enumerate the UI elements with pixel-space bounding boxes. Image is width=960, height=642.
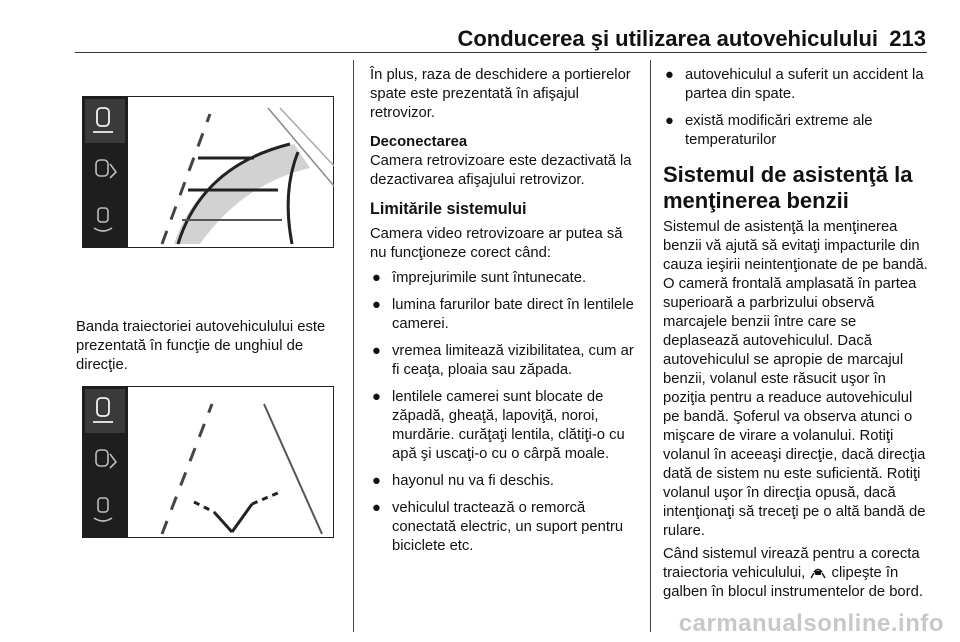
bullet-icon: ● — [372, 500, 381, 516]
section-title: Sistemul de asistenţă la menţinerea benzii — [663, 162, 913, 213]
list-item: ● există modificări extreme ale temperaturilor — [665, 113, 873, 148]
list-item: ● vremea limitează vizibilitatea, cum ar fi ceaţa, ploaia sau zăpada. — [372, 343, 634, 378]
bullet-icon: ● — [372, 343, 381, 359]
watermark: carmanualsonline.info — [678, 610, 944, 637]
lane-assist-warning-paragraph: Când sistemul virează pentru a corecta traiectoria vehiculului, clipeşte în galben în blocul instrumentelor de bord. — [663, 546, 923, 600]
intro-paragraph: În plus, raza de deschidere a portierelor spate este prezentată în afişajul retrovizor. — [370, 67, 631, 121]
bullet-icon: ● — [372, 389, 381, 405]
rear-camera-door-radius-figure — [82, 386, 334, 538]
column-divider-left — [353, 60, 354, 632]
list-item: ● împrejurimile sunt întunecate. — [372, 270, 587, 286]
bullet-icon: ● — [372, 270, 381, 286]
list-item: ● hayonul nu va fi deschis. — [372, 473, 555, 489]
rear-camera-trajectory-figure — [82, 96, 334, 248]
limits-intro: Camera video retrovizoare ar putea să nu funcţioneze corect când: — [370, 226, 623, 261]
limits-list — [370, 269, 636, 556]
list-item: ● lentilele camerei sunt blocate de zăpadă, gheaţă, lapoviţă, noroi, murdărie. curăţaţi lentila, clătiţi-o cu apă şi uscaţi-o cu o cârpă moale. — [372, 389, 625, 462]
list-item: ● autovehiculul a suferit un accident la partea din spate. — [665, 67, 924, 102]
lane-assist-paragraph: Sistemul de asistenţă la menţinerea benzii vă ajută să evitaţi impacturile din cauza ieşirii neintenţionate de pe bandă. O cameră frontală amplasată în partea superioară a parbrizului observă marcajele benzii între care se deplasează autovehiculul. Dacă autovehiculul se apropie de marcajul benzii, volanul este răsucit uşor în poziţia pentru a readuce autovehiculul pe bandă. Şoferul va observa atunci o mişcare de virare a volanului. Rotiţi volanul în aceeaşi direcţie, dacă direcţia dată de sistem nu este suficientă. Rotiţi volanul uşor în direcţia opusă, dacă intenţionaţi să treceţi pe o altă bandă de rulare. — [663, 219, 928, 539]
bullet-icon: ● — [372, 297, 381, 313]
figure-caption: Banda traiectoriei autovehiculului este prezentată în funcţie de unghiul de direcţie. — [76, 319, 326, 373]
bullet-icon: ● — [372, 473, 381, 489]
list-item: ● vehiculul tractează o remorcă conectată electric, un suport pentru biciclete etc. — [372, 500, 624, 554]
disconnect-paragraph: Camera retrovizoare este dezactivată la dezactivarea afişajului retrovizor. — [370, 153, 632, 188]
limits-heading: Limitările sistemului — [370, 200, 527, 218]
lane-keep-assist-icon — [809, 565, 827, 579]
page-header-title: Conducerea şi utilizarea autovehiculului — [457, 26, 878, 51]
disconnect-heading: Deconectarea — [370, 134, 468, 150]
middle-column — [370, 66, 636, 564]
header-rule — [75, 52, 927, 53]
bullet-icon: ● — [665, 113, 674, 129]
right-column — [663, 66, 929, 612]
column-divider-right — [650, 60, 651, 632]
page-number: 213 — [889, 26, 926, 51]
list-item: ● lumina farurilor bate direct în lentilele camerei. — [372, 297, 634, 332]
bullet-icon: ● — [665, 67, 674, 83]
limits-list-continued — [663, 66, 929, 150]
